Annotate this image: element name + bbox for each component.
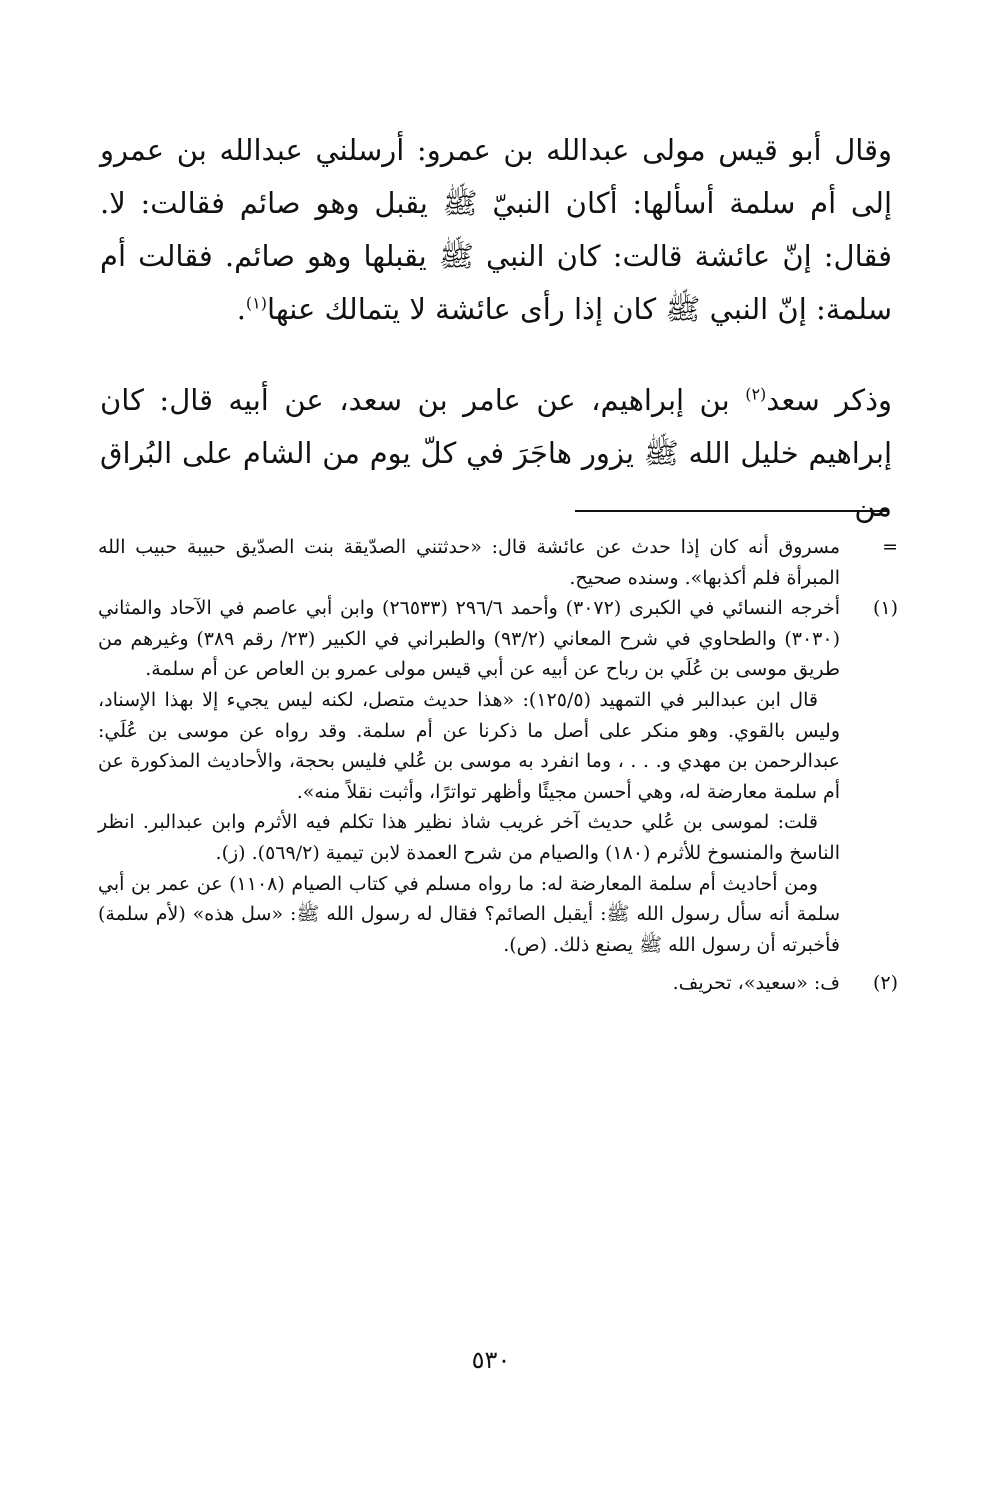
paragraph-1-text: وقال أبو قيس مولى عبدالله بن عمرو: أرسلني عبدالله بن عمرو إلى أم سلمة أسألها: أكان النبيّ ﷺ يقبل وهو صائم فقالت: لا. فقال: إنّ عائشة قالت: كان النبي ﷺ يقبلها وهو صائم. فقالت أم سلمة: إنّ النبي ﷺ كان إذا رأى عائشة لا يتمالك عنها <box>100 133 892 326</box>
footnote-ref-1[interactable]: (١) <box>245 293 268 313</box>
footnote-2-number: (٢) <box>872 972 898 995</box>
footnote-divider <box>575 510 887 512</box>
continuation-text: مسروق أنه كان إذا حدث عن عائشة قال: «حدثتني الصدّيقة بنت الصدّيق حبيبة حبيب الله المبرأة فلم أكذبها». وسنده صحيح. <box>98 536 840 589</box>
paragraph-2-rest: بن إبراهيم، عن عامر بن سعد، عن أبيه قال: كان إبراهيم خليل الله ﷺ يزور هاجَرَ في كلّ يوم من الشام على البُراق من <box>100 383 892 523</box>
footnote-1-paragraph-3: قلت: لموسى بن عُلي حديث آخر غريب شاذ نظير هذا تكلم فيه الأثرم وابن عبدالبر. انظر الناسخ والمنسوخ للأثرم (١٨٠) والصيام من شرح العمدة لابن تيمية (٥٦٩/٢). (ز). <box>98 811 840 864</box>
footnote-1 <box>92 593 898 685</box>
footnote-2-text: ف: «سعيد»، تحريف. <box>672 972 840 995</box>
footnote-1-number: (١) <box>872 597 898 620</box>
main-paragraph-1 <box>100 124 892 336</box>
footnote-ref-2[interactable]: (٢) <box>745 384 767 404</box>
footnote-2 <box>92 968 898 999</box>
page-number: ٥٣٠ <box>471 1346 511 1374</box>
footnote-1-text: أخرجه النسائي في الكبرى (٣٠٧٢) وأحمد ٢٩٦/٦ (٢٦٥٣٣) وابن أبي عاصم في الآحاد والمثاني (٣٠٣٠) والطحاوي في شرح المعاني (٩٣/٢) والطبراني في الكبير (٢٣/ رقم ٣٨٩) وغيرهم من طريق موسى بن عُلَي بن رباح عن أبيه عن أبي قيس مولى عمرو بن العاص عن أم سلمة. <box>98 597 841 681</box>
paragraph-2-start: وذكر سعد <box>766 383 892 417</box>
paragraph-1-end: . <box>236 292 246 326</box>
footnote-1-paragraph-4: ومن أحاديث أم سلمة المعارضة له: ما رواه مسلم في كتاب الصيام (١١٠٨) عن عمر بن أبي سلمة أنه سأل رسول الله ﷺ: أيقبل الصائم؟ فقال له رسول الله ﷺ: «سل هذه» (لأم سلمة) فأخبرته أن رسول الله ﷺ يصنع ذلك. (ص). <box>98 872 840 956</box>
footnotes-section <box>92 532 898 999</box>
footnote-1-paragraph-2: قال ابن عبدالبر في التمهيد (١٢٥/٥): «هذا حديث متصل، لكنه ليس يجيء إلا بهذا الإسناد، وليس بالقوي. وهو منكر على أصل ما ذكرنا عن أم سلمة. وقد رواه عن موسى بن عُلَي: عبدالرحمن بن مهدي و. . . ، وما انفرد به موسى بن عُلي فليس بحجة، والأحاديث المذكورة عن أم سلمة معارضة له، وهي أحسن مجيئًا وأظهر تواترًا، وأثبت نقلاً منه». <box>98 688 840 803</box>
footnote-continuation <box>92 532 898 593</box>
continuation-marker: = <box>882 536 898 558</box>
